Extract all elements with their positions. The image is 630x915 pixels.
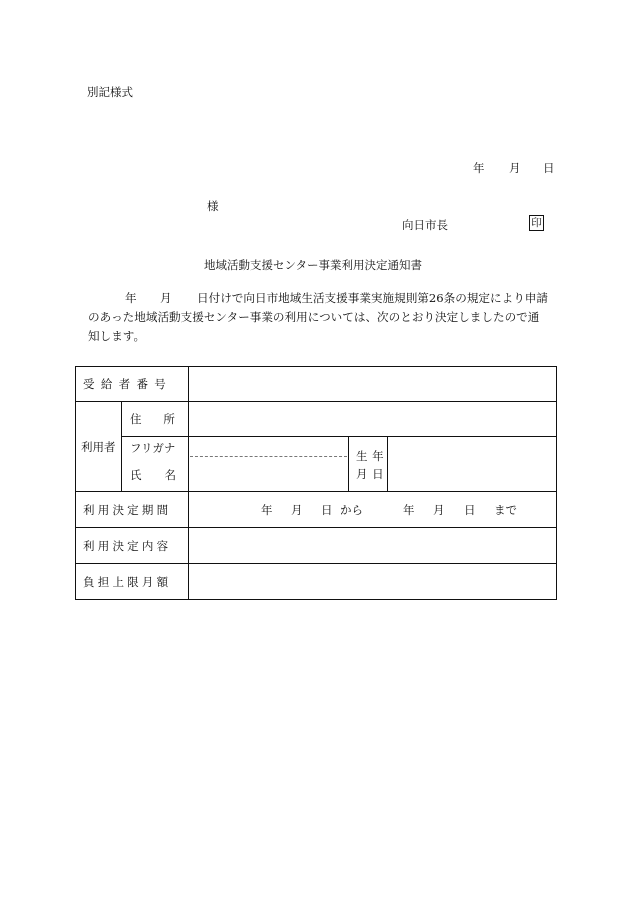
body-month-label: 月 (160, 291, 172, 305)
address-value-cell[interactable] (188, 401, 557, 437)
body-line-1-text: 日付けで向日市地域生活支援事業実施規則第26条の規定により申請 (197, 291, 548, 305)
period-label: 利用決定期間 (83, 503, 172, 517)
body-year-label: 年 (125, 291, 137, 305)
name-value-cell[interactable] (188, 436, 349, 492)
user-label: 利用者 (81, 440, 116, 454)
body-line-2: のあった地域活動支援センター事業の利用については、次のとおり決定しましたので通 (88, 310, 540, 324)
body-line-3: 知します。 (88, 329, 146, 343)
form-label: 別記様式 (87, 85, 133, 99)
address-label: 住所 (130, 412, 197, 426)
cap-label: 負担上限月額 (83, 575, 172, 589)
birthdate-label-1: 生年 (356, 449, 389, 463)
period-from-month: 月 (291, 503, 303, 517)
content-label: 利用決定内容 (83, 539, 172, 553)
name-label: 氏名 (130, 468, 199, 482)
birthdate-label-2: 月日 (356, 467, 389, 481)
period-from-year: 年 (261, 503, 273, 517)
period-from-day: 日 (321, 503, 333, 517)
period-to-month: 月 (433, 503, 445, 517)
recipient-number-value-cell[interactable] (188, 366, 557, 402)
recipient-honorific: 様 (207, 199, 219, 213)
period-until-label: まで (494, 503, 517, 517)
date-day-label: 日 (543, 161, 555, 175)
content-value-cell[interactable] (188, 527, 557, 564)
birthdate-header-cell (348, 436, 388, 492)
birthdate-value-cell[interactable] (387, 436, 557, 492)
date-month-label: 月 (509, 161, 521, 175)
document-title: 地域活動支援センター事業利用決定通知書 (204, 258, 423, 272)
recipient-number-label: 受給者番号 (83, 377, 173, 391)
period-to-year: 年 (403, 503, 415, 517)
decision-table (75, 366, 557, 600)
issuer-name: 向日市長 (402, 218, 448, 232)
furigana-label: フリガナ (130, 441, 176, 455)
period-to-day: 日 (464, 503, 476, 517)
date-year-label: 年 (473, 161, 485, 175)
cap-value-cell[interactable] (188, 563, 557, 600)
seal-mark: 印 (529, 215, 544, 231)
period-from-label: から (340, 503, 363, 517)
furigana-divider (190, 456, 347, 457)
